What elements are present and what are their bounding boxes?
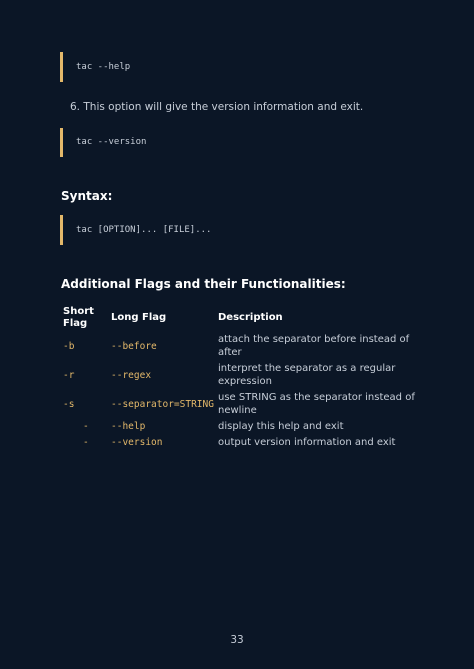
long-flag: --regex (111, 370, 152, 381)
long-flag: --before (111, 341, 157, 352)
flag-description: attach the separator before instead of after (218, 334, 410, 358)
short-flag: -r (63, 370, 75, 381)
header-long-flag: Long Flag (111, 312, 167, 323)
code-block-version (60, 128, 420, 157)
code-block-help (60, 52, 420, 82)
header-description: Description (218, 312, 283, 323)
page-number: 33 (230, 634, 244, 646)
code-text: tac [OPTION]... [FILE]... (76, 225, 212, 235)
code-text: tac --help (76, 62, 131, 72)
flags-heading: Additional Flags and their Functionalities: (61, 277, 346, 291)
flag-description: output version information and exit (218, 437, 396, 448)
short-flag: -s (63, 399, 75, 410)
short-flag: - (83, 437, 89, 448)
code-block-syntax (60, 215, 420, 245)
short-flag: - (83, 421, 89, 432)
flag-description: interpret the separator as a regular expression (218, 363, 396, 387)
long-flag: --version (111, 437, 163, 448)
syntax-heading: Syntax: (61, 189, 113, 203)
list-item (70, 101, 363, 113)
flag-description: use STRING as the separator instead of newline (218, 392, 415, 416)
header-short-flag: Short Flag (63, 306, 94, 329)
long-flag: --separator=STRING (111, 399, 214, 410)
list-item-number: 6. (70, 101, 81, 113)
flag-description: display this help and exit (218, 421, 344, 432)
code-text: tac --version (76, 137, 147, 147)
long-flag: --help (111, 421, 146, 432)
short-flag: -b (63, 341, 75, 352)
list-item-text: This option will give the version information and exit. (83, 101, 364, 113)
